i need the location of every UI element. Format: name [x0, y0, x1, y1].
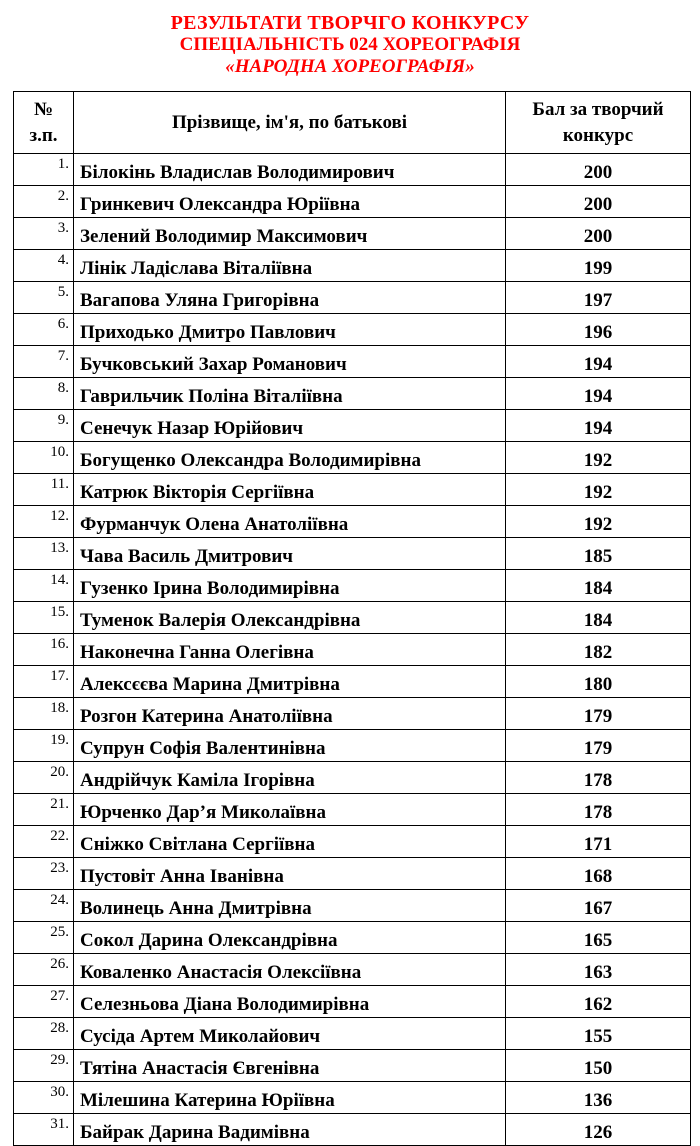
- row-full-name: Супрун Софія Валентинівна: [74, 730, 506, 762]
- table-row: [14, 506, 691, 538]
- row-number: 29.: [14, 1050, 74, 1082]
- table-row: [14, 762, 691, 794]
- row-number: 23.: [14, 858, 74, 890]
- row-number: 19.: [14, 730, 74, 762]
- row-number: 30.: [14, 1082, 74, 1114]
- row-score: 155: [506, 1018, 691, 1050]
- row-number: 20.: [14, 762, 74, 794]
- row-score: 179: [506, 698, 691, 730]
- table-row: [14, 314, 691, 346]
- header-score: [506, 92, 691, 154]
- row-full-name: Фурманчук Олена Анатоліївна: [74, 506, 506, 538]
- row-full-name: Пустовіт Анна Іванівна: [74, 858, 506, 890]
- row-score: 200: [506, 218, 691, 250]
- table-body: [14, 154, 691, 1146]
- row-score: 178: [506, 762, 691, 794]
- row-score: 200: [506, 154, 691, 186]
- table-row: [14, 442, 691, 474]
- results-table: [13, 91, 691, 1146]
- row-number: 15.: [14, 602, 74, 634]
- table-row: [14, 826, 691, 858]
- row-full-name: Алексєєва Марина Дмитрівна: [74, 666, 506, 698]
- row-score: 126: [506, 1114, 691, 1146]
- header-number-abbr: з.п.: [29, 124, 58, 146]
- row-full-name: Гузенко Ірина Володимирівна: [74, 570, 506, 602]
- row-full-name: Сокол Дарина Олександрівна: [74, 922, 506, 954]
- row-score: 194: [506, 346, 691, 378]
- row-number: 1.: [14, 154, 74, 186]
- row-score: 162: [506, 986, 691, 1018]
- document-heading: [0, 10, 700, 80]
- header-number: [14, 92, 74, 154]
- row-number: 31.: [14, 1114, 74, 1146]
- row-full-name: Волинець Анна Дмитрівна: [74, 890, 506, 922]
- table-row: [14, 986, 691, 1018]
- table-row: [14, 634, 691, 666]
- table-row: [14, 346, 691, 378]
- row-score: 178: [506, 794, 691, 826]
- table-row: [14, 282, 691, 314]
- row-full-name: Зелений Володимир Максимович: [74, 218, 506, 250]
- table-row: [14, 1114, 691, 1146]
- row-score: 192: [506, 506, 691, 538]
- row-full-name: Коваленко Анастасія Олексіївна: [74, 954, 506, 986]
- table-row: [14, 954, 691, 986]
- row-score: 182: [506, 634, 691, 666]
- row-full-name: Чава Василь Дмитрович: [74, 538, 506, 570]
- row-number: 9.: [14, 410, 74, 442]
- table-row: [14, 698, 691, 730]
- table-row: [14, 858, 691, 890]
- table-row: [14, 1082, 691, 1114]
- row-number: 13.: [14, 538, 74, 570]
- table-row: [14, 186, 691, 218]
- row-number: 11.: [14, 474, 74, 506]
- table-row: [14, 730, 691, 762]
- header-full-name: Прізвище, ім'я, по батькові: [74, 92, 506, 154]
- header-score-line1: Бал за творчий: [532, 98, 664, 120]
- row-score: 171: [506, 826, 691, 858]
- row-number: 12.: [14, 506, 74, 538]
- row-full-name: Приходько Дмитро Павлович: [74, 314, 506, 346]
- table-header-row: [14, 92, 691, 154]
- row-number: 7.: [14, 346, 74, 378]
- row-full-name: Селезньова Діана Володимирівна: [74, 986, 506, 1018]
- table-row: [14, 218, 691, 250]
- table-row: [14, 410, 691, 442]
- row-score: 163: [506, 954, 691, 986]
- row-number: 17.: [14, 666, 74, 698]
- row-number: 21.: [14, 794, 74, 826]
- row-full-name: Вагапова Уляна Григорівна: [74, 282, 506, 314]
- heading-program: «НАРОДНА ХОРЕОГРАФІЯ»: [225, 56, 475, 77]
- row-number: 24.: [14, 890, 74, 922]
- row-number: 28.: [14, 1018, 74, 1050]
- row-full-name: Лінік Ладіслава Віталіївна: [74, 250, 506, 282]
- row-score: 185: [506, 538, 691, 570]
- row-number: 3.: [14, 218, 74, 250]
- table-row: [14, 474, 691, 506]
- row-score: 136: [506, 1082, 691, 1114]
- row-score: 197: [506, 282, 691, 314]
- row-number: 26.: [14, 954, 74, 986]
- row-score: 194: [506, 378, 691, 410]
- row-score: 196: [506, 314, 691, 346]
- row-score: 184: [506, 570, 691, 602]
- row-full-name: Тятіна Анастасія Євгенівна: [74, 1050, 506, 1082]
- row-number: 14.: [14, 570, 74, 602]
- table-row: [14, 1050, 691, 1082]
- row-full-name: Катрюк Вікторія Сергіївна: [74, 474, 506, 506]
- row-score: 180: [506, 666, 691, 698]
- table-row: [14, 570, 691, 602]
- row-full-name: Туменок Валерія Олександрівна: [74, 602, 506, 634]
- row-full-name: Сенечук Назар Юрійович: [74, 410, 506, 442]
- row-number: 6.: [14, 314, 74, 346]
- row-number: 22.: [14, 826, 74, 858]
- row-score: 199: [506, 250, 691, 282]
- table-row: [14, 922, 691, 954]
- row-number: 5.: [14, 282, 74, 314]
- row-score: 165: [506, 922, 691, 954]
- row-full-name: Сніжко Світлана Сергіївна: [74, 826, 506, 858]
- table-row: [14, 250, 691, 282]
- table-row: [14, 154, 691, 186]
- row-full-name: Сусіда Артем Миколайович: [74, 1018, 506, 1050]
- row-full-name: Байрак Дарина Вадимівна: [74, 1114, 506, 1146]
- row-score: 194: [506, 410, 691, 442]
- row-full-name: Гаврильчик Поліна Віталіївна: [74, 378, 506, 410]
- row-number: 4.: [14, 250, 74, 282]
- row-full-name: Богущенко Олександра Володимирівна: [74, 442, 506, 474]
- row-full-name: Наконечна Ганна Олегівна: [74, 634, 506, 666]
- row-score: 200: [506, 186, 691, 218]
- table-row: [14, 1018, 691, 1050]
- row-score: 167: [506, 890, 691, 922]
- row-score: 168: [506, 858, 691, 890]
- table-row: [14, 890, 691, 922]
- row-number: 27.: [14, 986, 74, 1018]
- row-score: 192: [506, 474, 691, 506]
- row-number: 8.: [14, 378, 74, 410]
- row-score: 184: [506, 602, 691, 634]
- row-full-name: Андрійчук Каміла Ігорівна: [74, 762, 506, 794]
- table-row: [14, 794, 691, 826]
- table-row: [14, 666, 691, 698]
- table-row: [14, 538, 691, 570]
- row-full-name: Білокінь Владислав Володимирович: [74, 154, 506, 186]
- row-number: 18.: [14, 698, 74, 730]
- heading-title: РЕЗУЛЬТАТИ ТВОРЧГО КОНКУРСУ: [170, 12, 530, 34]
- row-full-name: Розгон Катерина Анатоліївна: [74, 698, 506, 730]
- header-score-line2: конкурс: [562, 124, 634, 146]
- header-number-symbol: №: [33, 98, 54, 120]
- heading-specialty: СПЕЦІАЛЬНІСТЬ 024 ХОРЕОГРАФІЯ: [179, 34, 521, 55]
- row-number: 16.: [14, 634, 74, 666]
- row-full-name: Юрченко Дар’я Миколаївна: [74, 794, 506, 826]
- row-number: 25.: [14, 922, 74, 954]
- row-full-name: Мілешина Катерина Юріївна: [74, 1082, 506, 1114]
- table-row: [14, 602, 691, 634]
- row-number: 2.: [14, 186, 74, 218]
- row-score: 192: [506, 442, 691, 474]
- row-score: 179: [506, 730, 691, 762]
- row-full-name: Бучковський Захар Романович: [74, 346, 506, 378]
- row-score: 150: [506, 1050, 691, 1082]
- row-number: 10.: [14, 442, 74, 474]
- table-row: [14, 378, 691, 410]
- row-full-name: Гринкевич Олександра Юріївна: [74, 186, 506, 218]
